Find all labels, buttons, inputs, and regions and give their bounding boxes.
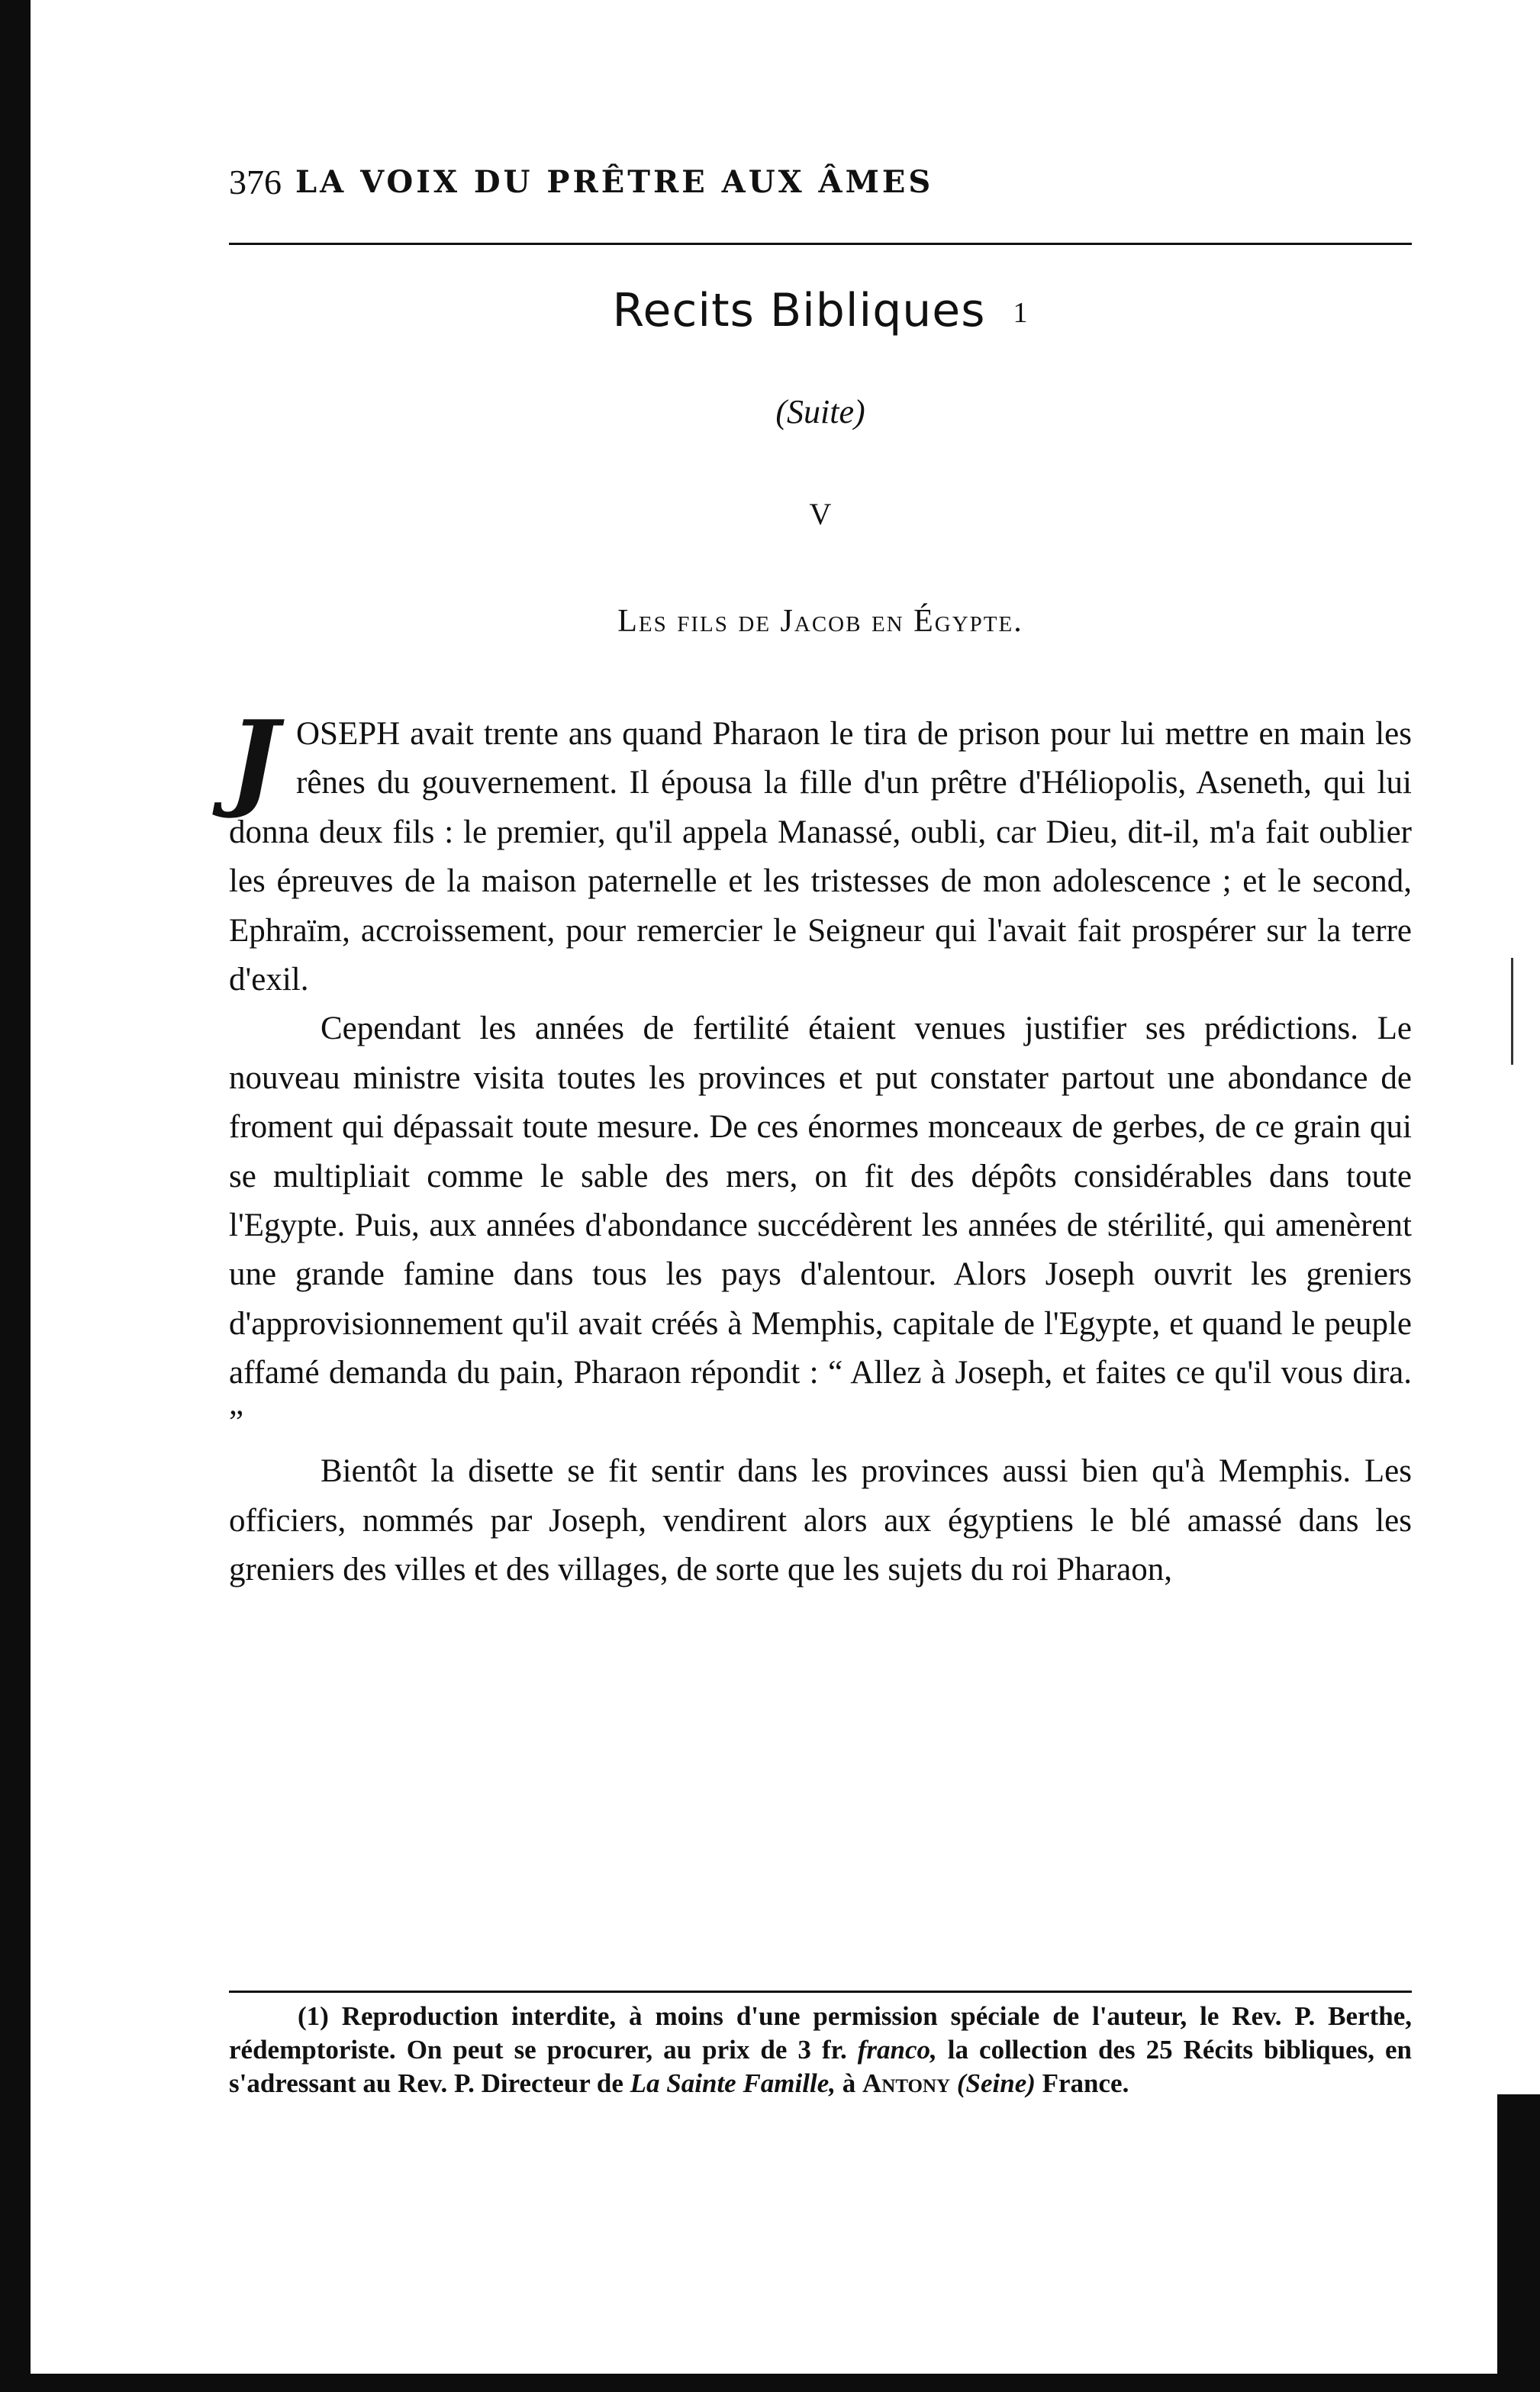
footnote — [229, 2000, 1412, 2100]
scan-margin-mark — [1511, 958, 1513, 1065]
chapter-number: V — [809, 497, 832, 531]
footnote-rule — [229, 1991, 1412, 1993]
paragraph: Cependant les années de fertilité étaient venues justifier ses prédictions. Le nouveau ministre visita toutes les provinces et put constater partout une abondance de froment qui dépassait toute mesure. De ces énormes monceaux de gerbes, de ce grain qui se multipliait comme le sable des mers, on fit des dépôts considérables dans toute l'Egypte. Puis, aux années d'abondance succédèrent les années de stérilité, qui amenèrent une grande famine dans tous les pays d'alentour. Alors Joseph ouvrit les greniers d'approvisionnement qu'il avait créés à Memphis, capitale de l'Egypte, et quand le peuple affamé demanda du pain, Pharaon répondit : “ Allez à Joseph, et faites ce qu'il vous dira. ” — [229, 1011, 1412, 1440]
article-title — [229, 284, 1412, 337]
page-number: 376 — [229, 162, 282, 201]
book-page — [229, 0, 1412, 2392]
footnote-region: (Seine) — [956, 2068, 1036, 2098]
header-rule — [229, 243, 1412, 245]
footnote-text — [229, 2000, 1412, 2100]
paragraph-text: OSEPH avait trente ans quand Pharaon le tira de prison pour lui mettre en main les rênes du gouvernement. Il épousa la fille d'un prêtre d'Héliopolis, Aseneth, qui lui donna deux fils : le premier, qu'il appela Manassé, oubli, car Dieu, dit-il, m'a fait oublier les épreuves de la maison paternelle et les tristesses de mon adolescence ; et le second, Ephraïm, accroissement, pour remercier le Seigneur qui l'avait fait prospérer sur la terre d'exil. — [229, 716, 1412, 998]
footnote-segment: à — [842, 2068, 856, 2098]
footnote-segment: (1) Reproduction interdite, à moins d'une permission spéciale de l'auteur, le Rev. P. Berthe, rédemptoriste. On peut se procurer, au prix de 3 fr. — [229, 2001, 1412, 2065]
footnote-italic: franco, — [857, 2035, 937, 2065]
drop-cap: J — [229, 697, 279, 821]
article-subtitle: (Suite) — [775, 393, 865, 430]
scan-left-border — [0, 0, 31, 2392]
article-title-text: Recits Bibliques — [612, 284, 986, 337]
footnote-journal-name: La Sainte Famille, — [630, 2068, 836, 2098]
body-text — [229, 697, 1412, 1594]
running-head — [229, 151, 1412, 212]
footnote-reference: 1 — [1013, 297, 1029, 330]
paragraph: Bientôt la disette se fit sentir dans les provinces aussi bien qu'à Memphis. Les officiers, nommés par Joseph, vendirent alors aux égyptiens le blé amassé dans les greniers des villes et des villages, de sorte que les sujets du roi Pharaon, — [229, 1453, 1412, 1588]
paragraph — [229, 697, 1412, 1004]
footnote-segment: la collection des 25 Récits bibliques, en s'adressant au Rev. P. Directeur de — [229, 2035, 1412, 2098]
chapter-title: Les fils de Jacob en Égypte. — [617, 604, 1023, 639]
scan-right-border — [1497, 2094, 1540, 2392]
footnote-country: France. — [1042, 2068, 1129, 2098]
journal-title: LA VOIX DU PRÊTRE AUX ÂMES — [295, 163, 934, 200]
footnote-place: Antony — [862, 2068, 951, 2098]
